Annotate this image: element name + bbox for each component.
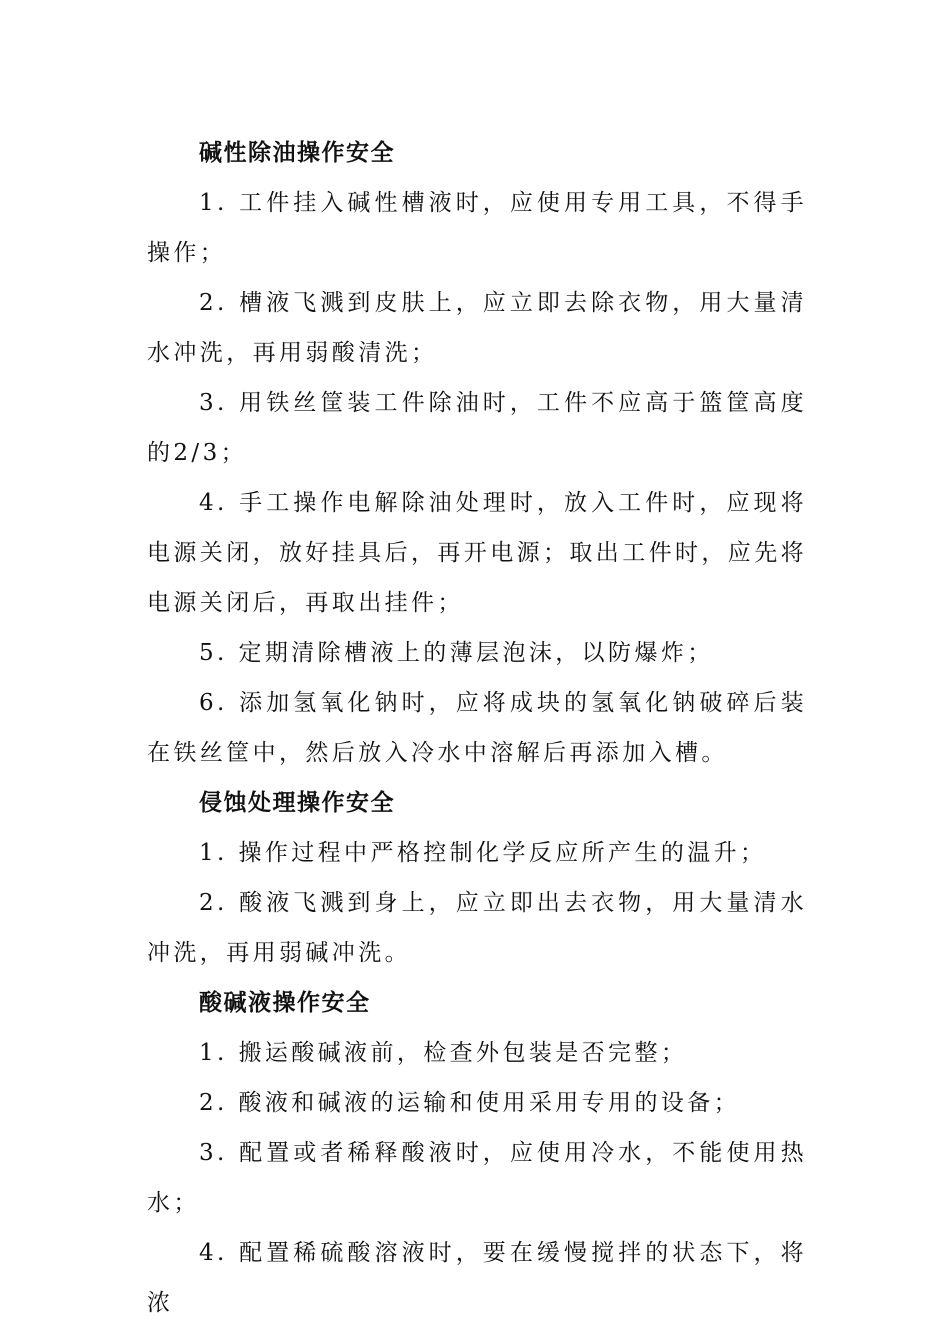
alkaline-item-4: 4. 手工操作电解除油处理时，放入工件时，应现将电源关闭，放好挂具后，再开电源；取出工件时，应先将电源关闭后，再取出挂件； — [147, 490, 807, 616]
section-heading-alkaline-degreasing: 碱性除油操作安全 — [199, 140, 395, 166]
acid-alkali-item-2: 2. 酸液和碱液的运输和使用采用专用的设备； — [199, 1090, 741, 1116]
etching-item-1: 1. 操作过程中严格控制化学反应所产生的温升； — [199, 840, 767, 866]
section-heading-acid-alkali: 酸碱液操作安全 — [199, 990, 371, 1016]
alkaline-item-3: 3. 用铁丝筐装工件除油时，工件不应高于篮筐高度的2/3； — [147, 390, 807, 466]
alkaline-item-5: 5. 定期清除槽液上的薄层泡沫，以防爆炸； — [199, 640, 714, 666]
document-body — [147, 128, 807, 1328]
alkaline-item-2: 2. 槽液飞溅到皮肤上，应立即去除衣物，用大量清水冲洗，再用弱酸清洗； — [147, 290, 807, 366]
acid-alkali-item-4: 4. 配置稀硫酸溶液时，要在缓慢搅拌的状态下，将浓 — [147, 1240, 807, 1316]
alkaline-item-6: 6. 添加氢氧化钠时，应将成块的氢氧化钠破碎后装在铁丝筐中，然后放入冷水中溶解后再添加入槽。 — [147, 690, 807, 766]
section-heading-etching: 侵蚀处理操作安全 — [199, 790, 395, 816]
acid-alkali-item-1: 1. 搬运酸碱液前，检查外包装是否完整； — [199, 1040, 688, 1066]
etching-item-2: 2. 酸液飞溅到身上，应立即出去衣物，用大量清水冲洗，再用弱碱冲洗。 — [147, 890, 807, 966]
acid-alkali-item-3: 3. 配置或者稀释酸液时，应使用冷水，不能使用热水； — [147, 1140, 807, 1216]
alkaline-item-1: 1. 工件挂入碱性槽液时，应使用专用工具，不得手操作； — [147, 190, 807, 266]
